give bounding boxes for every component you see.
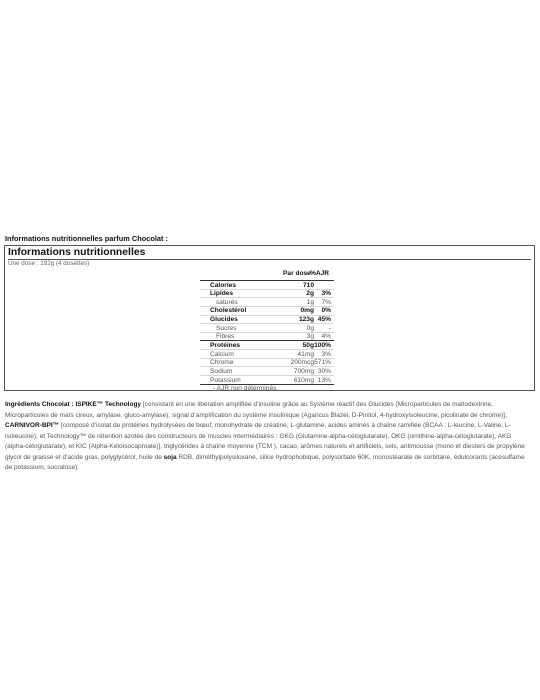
ingredients-part-3: RDB, diméthylpolysiloxane, silice hydrophobique, polysorbate 60K, monostéarate de sorbitane, édulcorants (acésulfame de potassium, sucralose). <box>5 453 525 471</box>
table-row <box>200 290 334 299</box>
row-value: 41mg <box>297 350 314 358</box>
row-label: Calcium <box>210 350 234 358</box>
footnote-text: - AJR non déterminés <box>213 385 277 393</box>
row-ajr: 571% <box>314 359 331 367</box>
row-label: saturés <box>216 298 238 306</box>
ingredients-title: Ingrédients Chocolat : <box>5 401 74 408</box>
table-row <box>200 341 334 350</box>
table-row <box>200 376 334 385</box>
row-value: 2g <box>306 290 314 298</box>
table-header <box>200 270 334 281</box>
row-label: Potassium <box>210 376 241 384</box>
row-ajr: 3% <box>321 350 331 358</box>
row-value: 50g <box>302 341 314 349</box>
row-value: 710 <box>302 281 314 289</box>
row-label: Sucres <box>216 324 237 332</box>
table-row <box>200 307 334 316</box>
row-ajr: 30% <box>317 367 331 375</box>
panel-title: Informations nutritionnelles <box>8 247 146 258</box>
row-label: Glucides <box>210 316 238 324</box>
row-ajr: 4% <box>321 333 331 341</box>
row-label: Lipides <box>210 290 234 298</box>
row-label: Chrome <box>210 359 234 367</box>
row-value: 700mg <box>293 367 314 375</box>
row-ajr: 3% <box>321 290 331 298</box>
nutrition-table <box>200 270 334 394</box>
column-header-dose: Par dose <box>283 270 311 277</box>
row-label: Cholestérol <box>210 307 247 315</box>
table-row <box>200 298 334 307</box>
table-row <box>200 359 334 368</box>
row-ajr: 7% <box>321 298 331 306</box>
table-row <box>200 324 334 333</box>
table-row <box>200 367 334 376</box>
table-row <box>200 333 334 342</box>
table-row <box>200 350 334 359</box>
row-ajr: 45% <box>317 316 331 324</box>
row-label: Protéines <box>210 341 241 349</box>
row-value: 123g <box>298 316 314 324</box>
serving-size: Une dose : 192g (4 dosettes) <box>8 260 90 267</box>
row-value: 3g <box>306 333 314 341</box>
ingredients-text <box>5 400 525 474</box>
ingredients-part-2: [composé d’isolat de protéines hydrolysées de bœuf, monohydrate de créatine, L-glutamine, acides aminés à chaîne ramifiée (BCAA : L-leucine, L-Valine, L-isoleucine), et Technology™ de rétention azotée des constructeurs de muscles intermédiaires : GKG (Glutamine-alpha-cétoglutarate), OKG (ornithine-alpha-cétoglutarate), AKG (alpha-cétoglutarate), et KIC (Alpha-Kétoisocaproate)], triglycérides à chaîne moyenne (TCM ), cacao, arômes naturels et artificiels, sels, antimousse (mono et diesters de propylène glycol de graisse et d’acide gras, polyglycérol, huile de <box>5 422 525 461</box>
row-value: 0mg <box>300 307 314 315</box>
section-heading: Informations nutritionnelles parfum Chocolat : <box>5 234 169 243</box>
row-ajr: - <box>328 324 331 332</box>
row-ajr: 13% <box>317 376 331 384</box>
ingredients-ispike: ISPIKE™ Technology <box>75 401 142 408</box>
row-label: Calories <box>210 281 237 289</box>
row-value: 610mg <box>293 376 314 384</box>
column-header-ajr: %AJR <box>310 270 330 277</box>
row-value: 200mcg <box>290 359 314 367</box>
ingredients-part-1: [consistant en une libération amplifiée d’insuline grâce au Système réactif des Glucides (Microparticules de maltodextrine, Microparticules de maïs cireux, amylase, gluco-amylase), signal d’amplification du système insulinique (Agaricus Blazei, D-Pinitol, 4-hydroxyisoleucine, picolinate de chrome)], <box>5 401 507 419</box>
row-label: Sodium <box>210 367 233 375</box>
row-ajr: 100% <box>314 341 331 349</box>
row-ajr: 0% <box>321 307 331 315</box>
table-row <box>200 281 334 290</box>
ingredients-soja: soja <box>163 453 177 461</box>
table-footnote <box>200 385 334 394</box>
ingredients-carnivor: CARNIVOR-BPI™ <box>5 422 60 429</box>
row-value: 1g <box>306 298 314 306</box>
table-row <box>200 316 334 325</box>
row-value: 0g <box>306 324 314 332</box>
row-label: Fibres <box>216 333 235 341</box>
